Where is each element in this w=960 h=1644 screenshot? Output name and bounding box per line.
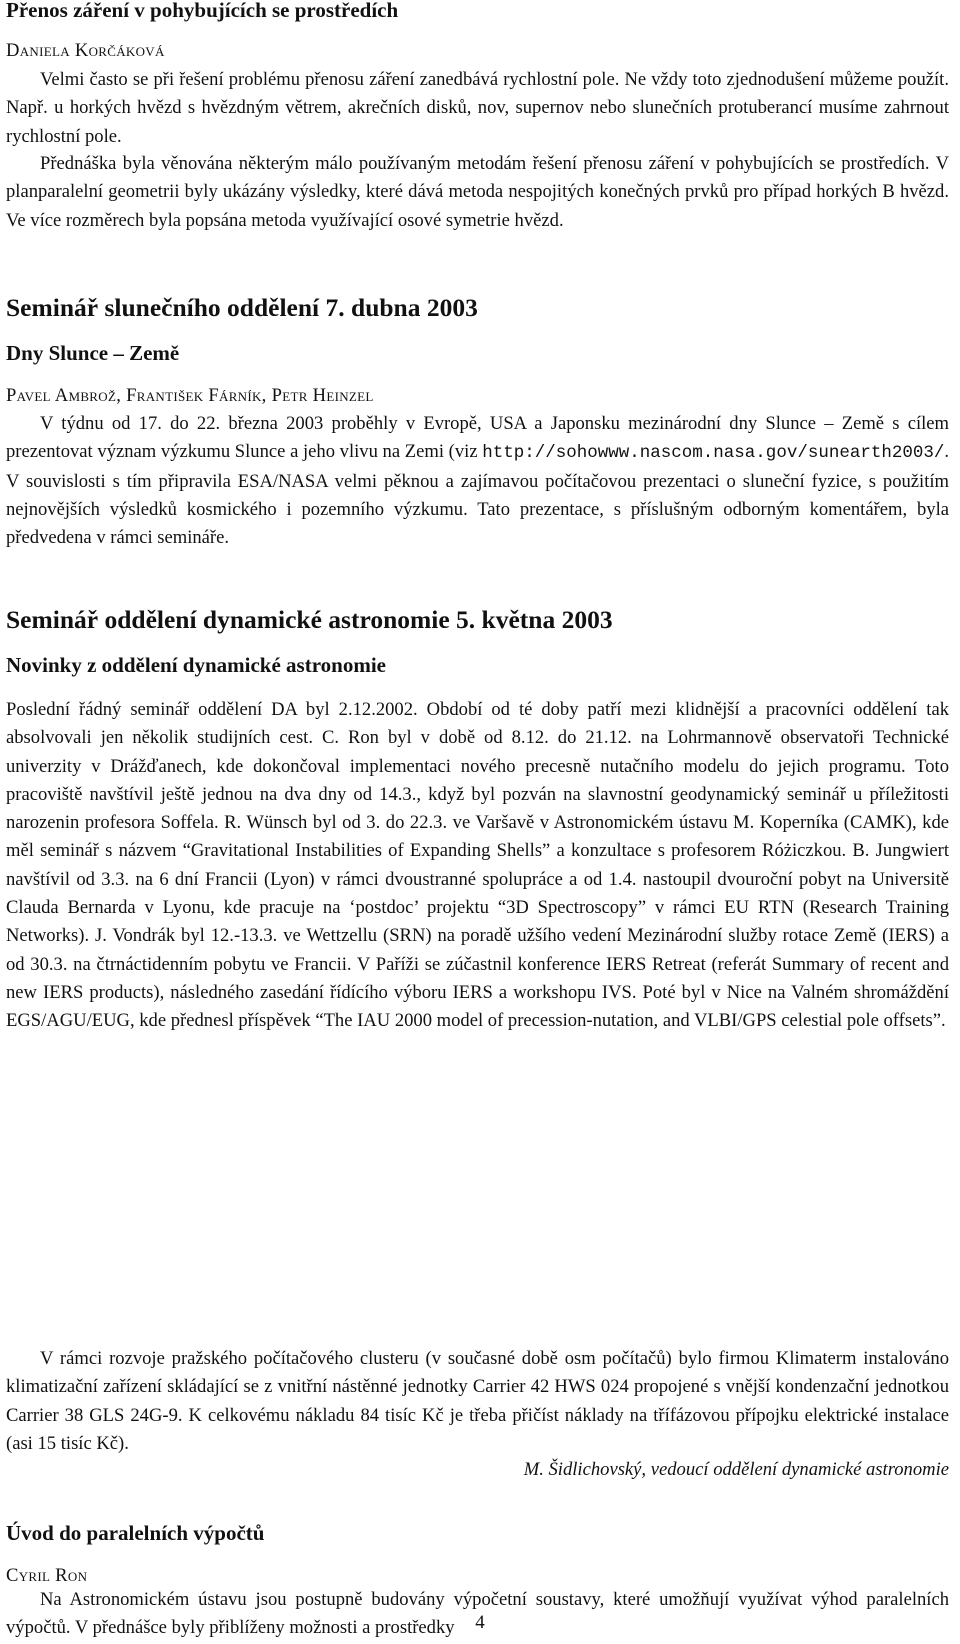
seminar-heading-dynamic: Seminář oddělení dynamické astronomie 5. května 2003: [6, 605, 613, 634]
seminar-heading-solar: Seminář slunečního oddělení 7. dubna 2003: [6, 293, 478, 322]
author-ron: Cyril Ron: [6, 1565, 88, 1586]
paragraph-sun-earth: [6, 410, 949, 552]
section-title-dynamic-news: Novinky z oddělení dynamické astronomie: [6, 653, 386, 677]
paragraph-text: . V souvislosti s tím připravila ESA/NASA velmi pěknou a zajímavou počítačovou prezentaci o sluneční fyzice, s použitím nejnovějších výsledků kosmického i pozemního výzkumu. Tato prezentace, s příslušným odborným komentářem, byla předvedena v rámci semináře.: [6, 441, 949, 549]
paragraph-text: V týdnu od 17. do 22. března 2003 proběhly v Evropě, USA a Japonsku mezinárodní dny Slunce – Země s cílem prezentovat význam výzkumu Slunce a jeho vlivu na Zemi (viz: [6, 413, 949, 463]
paragraph-dynamic-1: Poslední řádný seminář oddělení DA byl 2.12.2002. Období od té doby patří mezi klidnější a pracovníci oddělení tak absolvovali jen několik studijních cest. C. Ron byl v době od 8.12. do 21.12. na Lohrmannově observatoři Technické univerzity v Drážďanech, kde dokončoval implementaci nového precesně nutačního modelu do jejich programu. Toto pracoviště navštívil ještě jednou na dva dny od 14.3., když byl pozván na slavnostní geodynamický seminář u příležitosti narozenin profesora Soffela. R. Wünsch byl od 3. do 22.3. ve Varšavě v Astronomickém ústavu M. Koperníka (CAMK), kde měl seminář s názvem “Gravitational Instabilities of Expanding Shells” a konzultace s profesorem Różiczkou. B. Jungwiert navštívil od 3.3. na 6 dní Francii (Lyon) v rámci dvoustranné spolupráce a od 1.4. nastoupil dvouroční pobyt na Universitě Clauda Bernarda v Lyonu, kde pracuje na ‘postdoc’ projektu “3D Spectroscopy” v rámci EU RTN (Research Training Networks). J. Vondrák byl 12.-13.3. ve Wettzellu (SRN) na poradě užšího vedení Mezinárodní služby rotace Země (IERS) a od 30.3. na čtrnáctidenním pobytu ve Francii. V Paříži se zúčastnil konference IERS Retreat (referát Summary of recent and new IERS products), následného zasedání řídícího výboru IERS a workshopu IVS. Poté byl v Nice na Valném shromáždění EGS/AGU/EUG, kde přednesl příspěvek “The IAU 2000 model of precession-nutation, and VLBI/GPS celestial pole offsets”.: [6, 699, 949, 1032]
url-link[interactable]: http://sohowww.nascom.nasa.gov/sunearth2003/: [482, 443, 945, 464]
signature: M. Šidlichovský, vedoucí oddělení dynamické astronomie: [523, 1459, 949, 1480]
authors-ambroz-farnik-heinzel: Pavel Ambrož, František Fárník, Petr Heinzel: [6, 385, 374, 406]
section-title-radiative-transfer: Přenos záření v pohybujících se prostředích: [6, 0, 399, 22]
paragraph-text: Na Astronomickém ústavu jsou postupně budovány výpočetní soustavy, které umožňují využívat výhod paralelních výpočtů. V přednášce byly přiblíženy možnosti a prostředky: [6, 1589, 949, 1639]
paragraph-dynamic-2: [6, 1345, 949, 1458]
paragraph-radiative-1: [6, 66, 949, 151]
author-korcakova: Daniela Korčáková: [6, 40, 165, 61]
section-title-sun-earth-days: Dny Slunce – Země: [6, 341, 180, 365]
page-number: 4: [475, 1612, 485, 1633]
paragraph-radiative-2: [6, 150, 949, 235]
paragraph-text: Velmi často se při řešení problému přenosu záření zanedbává rychlostní pole. Ne vždy toto zjednodušení můžeme použít. Např. u horkých hvězd s hvězdným větrem, akrečních disků, nov, supernov nebo slunečních protuberancí musíme zahrnout rychlostní pole.: [6, 69, 949, 147]
paragraph-text: V rámci rozvoje pražského počítačového clusteru (v současné době osm počítačů) bylo firmou Klimaterm instalováno klimatizační zařízení skládající se z vnitřní nástěnné jednotky Carrier 42 HWS 024 propojené s vnější kondenzační jednotkou Carrier 38 GLS 24G-9. K celkovému nákladu 84 tisíc Kč je třeba přičíst náklady na třífázovou přípojku elektrické instalace (asi 15 tisíc Kč).: [6, 1348, 949, 1454]
section-title-parallel: Úvod do paralelních výpočtů: [6, 1521, 265, 1545]
paragraph-text: Přednáška byla věnována některým málo používaným metodám řešení přenosu záření v pohybujících se prostředích. V planparalelní geometrii byly ukázány výsledky, které dává metoda nespojitých konečných prvků pro případ horkých B hvězd. Ve více rozměrech byla popsána metoda využívající osové symetrie hvězd.: [6, 153, 949, 231]
